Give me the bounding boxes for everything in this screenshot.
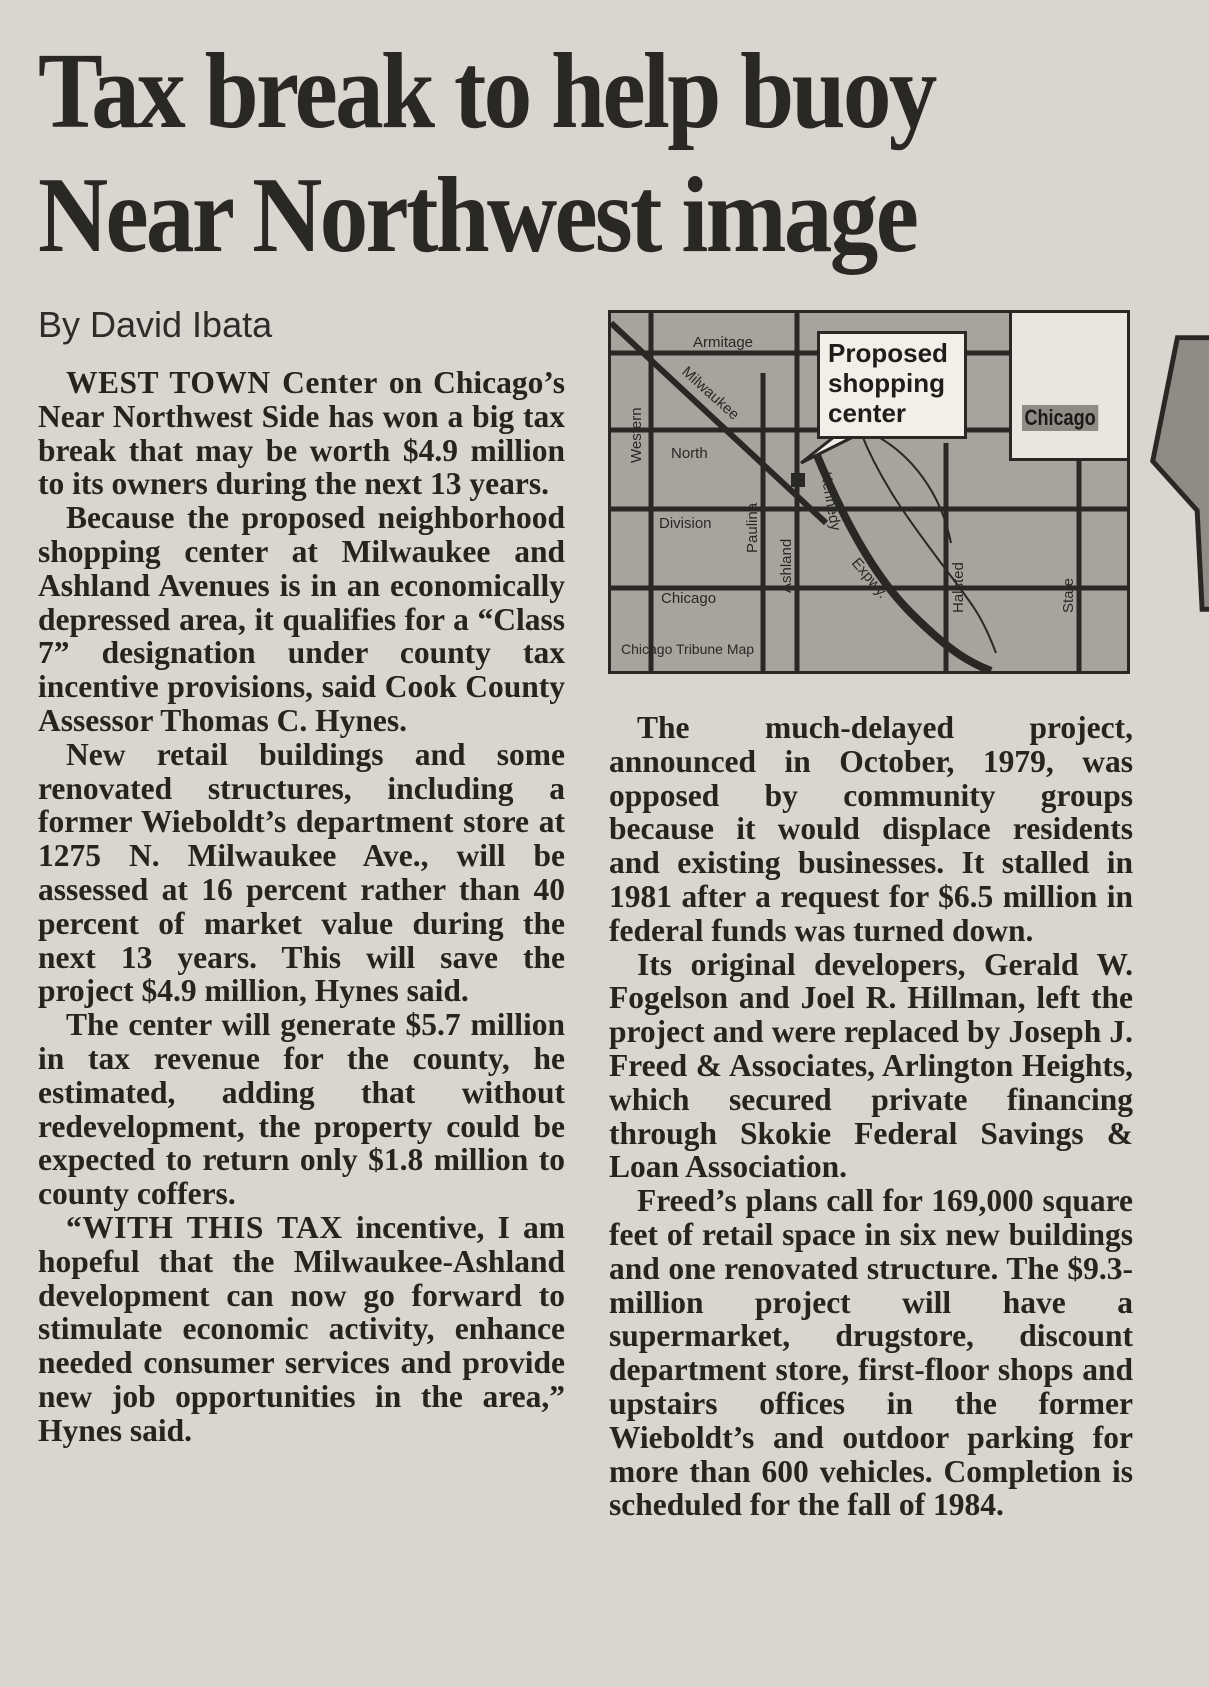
paragraph (38, 366, 565, 501)
label-milwaukee: Milwaukee (678, 363, 743, 424)
label-north: North (671, 445, 708, 462)
article-column-left (38, 366, 565, 1448)
paragraph (38, 1211, 565, 1448)
paragraph-lead: WEST TOWN Center (66, 365, 378, 400)
paragraph-text: Freed’s plans call for 169,000 square feet of retail space in six new buildings and one renovated structure. The $9.3-million project will have a supermarket, drugstore, discount department store, first-floor shops and upstairs offices in the former Wieboldt’s and outdoor parking for more than 600 vehicles. Completion is scheduled for the fall of 1984. (609, 1183, 1133, 1523)
road-kennedy-expwy (816, 453, 991, 671)
paragraph (38, 738, 565, 1008)
inset-label: Chicago (1022, 405, 1098, 431)
byline: By David Ibata (38, 304, 273, 345)
label-halsted: Halsted (950, 562, 967, 613)
paragraph (38, 1008, 565, 1211)
label-expwy: Expwy. (847, 554, 892, 602)
label-kennedy: Kennedy (817, 470, 845, 533)
map-credit: Chicago Tribune Map (621, 641, 755, 657)
city-shape (1153, 338, 1209, 610)
paragraph-text: New retail buildings and some renovated structures, including a former Wieboldt’s department store at 1275 N. Milwaukee Ave., will be assessed at 16 percent rather than 40 percent of market value during the next 13 years. This will save the project $4.9 million, Hynes said. (38, 736, 565, 1009)
paragraph-text: incentive, I am hopeful that the Milwaukee-Ashland development can now go forward to stimulate economic activity, enhance needed consumer services and provide new job opportunities in the area,” Hynes said. (38, 1209, 565, 1448)
river-branch (871, 433, 951, 543)
site-marker (791, 473, 805, 487)
paragraph-text: Its original developers, Gerald W. Fogelson and Joel R. Hillman, left the project and were replaced by Joseph J. Freed & Associates, Arlington Heights, which secured private financing through Skokie Federal Savings & Loan Association. (609, 946, 1133, 1185)
label-paulina: Paulina (744, 502, 761, 553)
paragraph (38, 501, 565, 738)
label-ashland: Ashland (778, 538, 795, 593)
label-division: Division (659, 515, 712, 532)
headline-line-2: Near Northwest image (38, 156, 917, 275)
paragraph-lead: “WITH THIS TAX (66, 1209, 343, 1245)
paragraph-text: The center will generate $5.7 million in tax revenue for the county, he estimated, adding that without redevelopment, the property could be expected to return only $1.8 million to county coffers. (38, 1007, 565, 1212)
paragraph-text: The much-delayed project, announced in October, 1979, was opposed by community groups because it would displace residents and existing businesses. It stalled in 1981 after a request for $6.5 million in federal funds was turned down. (609, 710, 1133, 948)
paragraph (609, 948, 1133, 1185)
paragraph-text: on Chicago’s Near Northwest Side has won a big tax break that may be worth $4.9 million to its owners during the next 13 years. (38, 365, 565, 502)
inset-graphic (1012, 313, 1209, 671)
headline-line-1: Tax break to help buoy (38, 32, 935, 151)
label-chicago: Chicago (661, 590, 717, 607)
paragraph-text: Because the proposed neighborhood shopping center at Milwaukee and Ashland Avenues is in an economically depressed area, it qualifies for a “Class 7” designation under county tax incentive provisions, said Cook County Assessor Thomas C. Hynes. (38, 500, 565, 738)
river (861, 433, 996, 653)
article-column-right (609, 711, 1133, 1522)
callout-proposed-center: Proposed shopping center (817, 331, 967, 439)
chicago-inset-map (1009, 313, 1127, 461)
paragraph (609, 1184, 1133, 1522)
label-western: Western (628, 407, 645, 463)
paragraph (609, 711, 1133, 948)
headline (38, 30, 1064, 278)
label-state: State (1060, 577, 1077, 613)
locator-map (608, 310, 1130, 674)
label-armitage: Armitage (693, 334, 754, 351)
